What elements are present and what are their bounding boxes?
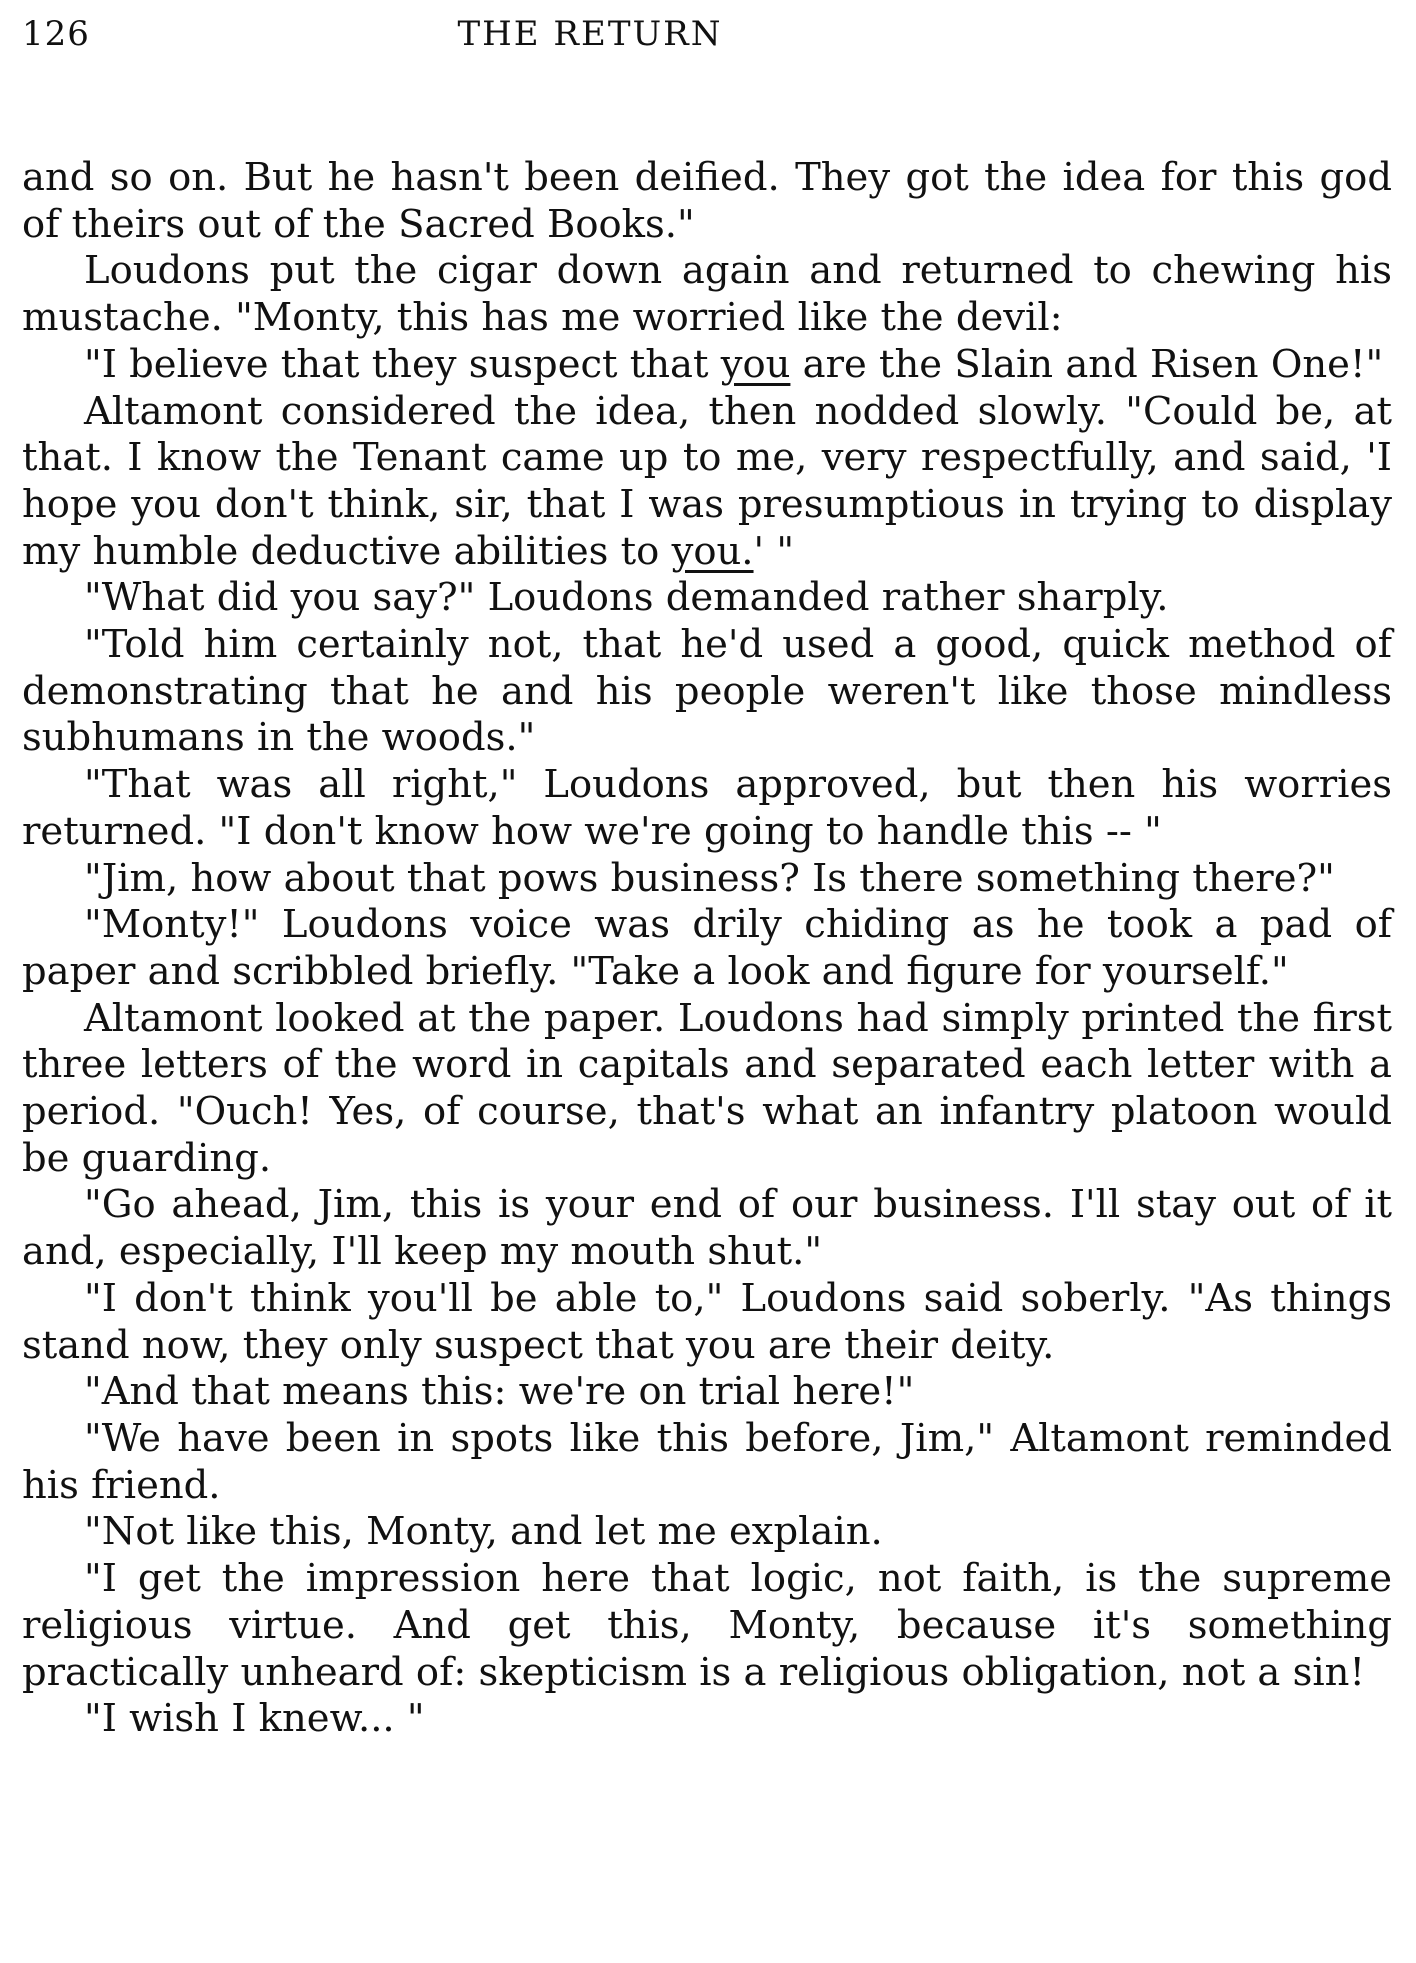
text-run: "We have been in spots like this before, Jim," Altamont reminded his friend.	[22, 1415, 1392, 1508]
paragraph	[22, 155, 1392, 248]
page-number: 126	[22, 14, 90, 54]
text-run: "I believe that they suspect that	[84, 341, 721, 387]
paragraph	[22, 1182, 1392, 1275]
text-run: "What did you say?" Loudons demanded rather sharply.	[84, 575, 1169, 621]
paragraph	[22, 1416, 1392, 1509]
paragraph	[22, 996, 1392, 1183]
text-run: "Not like this, Monty, and let me explain.	[84, 1509, 883, 1555]
paragraph	[22, 575, 1392, 622]
paragraph	[22, 622, 1392, 762]
text-run: "That was all right," Loudons approved, but then his worries returned. "I don't know how we're going to handle this -- "	[22, 762, 1392, 854]
paragraph	[22, 1509, 1392, 1556]
text-run: ' "	[753, 528, 795, 574]
text-run: "Told him certainly not, that he'd used a good, quick method of demonstrating that he and his people weren't like those mindless subhumans in the woods."	[22, 622, 1392, 761]
paragraph	[22, 1369, 1392, 1416]
paragraph	[22, 342, 1392, 389]
text-run: "And that means this: we're on trial here!"	[84, 1369, 915, 1415]
paragraph	[22, 1276, 1392, 1369]
text-run: Altamont considered the idea, then nodded slowly. "Could be, at that. I know the Tenant came up to me, very respectfully, and said, 'I hope you don't think, sir, that I was presumptious in trying to display my humble deductive abilities to	[22, 388, 1392, 574]
paragraph	[22, 856, 1392, 903]
text-run: "I don't think you'll be able to," Loudons said soberly. "As things stand now, they only suspect that you are their deity.	[22, 1275, 1392, 1368]
text-run: "Jim, how about that pows business? Is there something there?"	[84, 855, 1335, 901]
underlined-text: you	[720, 341, 791, 387]
running-head: THE RETURN	[457, 14, 723, 54]
text-run: and so on. But he hasn't been deified. They got the idea for this god of theirs out of the Sacred Books."	[22, 155, 1392, 247]
text-run: Altamont looked at the paper. Loudons had simply printed the first three letters of the word in capitals and separated each letter with a period. "Ouch! Yes, of course, that's what an infantry platoon would be guarding.	[22, 995, 1392, 1181]
paragraph	[22, 762, 1392, 855]
paragraph	[22, 248, 1392, 341]
paragraph	[22, 1556, 1392, 1696]
underlined-text: you.	[671, 528, 754, 574]
paragraph	[22, 1696, 1392, 1743]
paragraph	[22, 389, 1392, 576]
text-run: "Go ahead, Jim, this is your end of our business. I'll stay out of it and, especially, I'll keep my mouth shut."	[22, 1182, 1392, 1275]
text-run: "Monty!" Loudons voice was drily chiding as he took a pad of paper and scribbled briefly. "Take a look and figure for yourself."	[22, 902, 1392, 994]
page-header	[22, 14, 1392, 64]
text-run: "I get the impression here that logic, not faith, is the supreme religious virtue. And get this, Monty, because it's something practically unheard of: skepticism is a religious obligation, not a sin!	[22, 1556, 1392, 1695]
paragraph	[22, 902, 1392, 995]
body-text	[22, 155, 1392, 1743]
text-run: "I wish I knew... "	[84, 1696, 425, 1742]
text-run: are the Slain and Risen One!"	[790, 341, 1384, 387]
text-run: Loudons put the cigar down again and returned to chewing his mustache. "Monty, this has me worried like the devil:	[22, 248, 1392, 341]
